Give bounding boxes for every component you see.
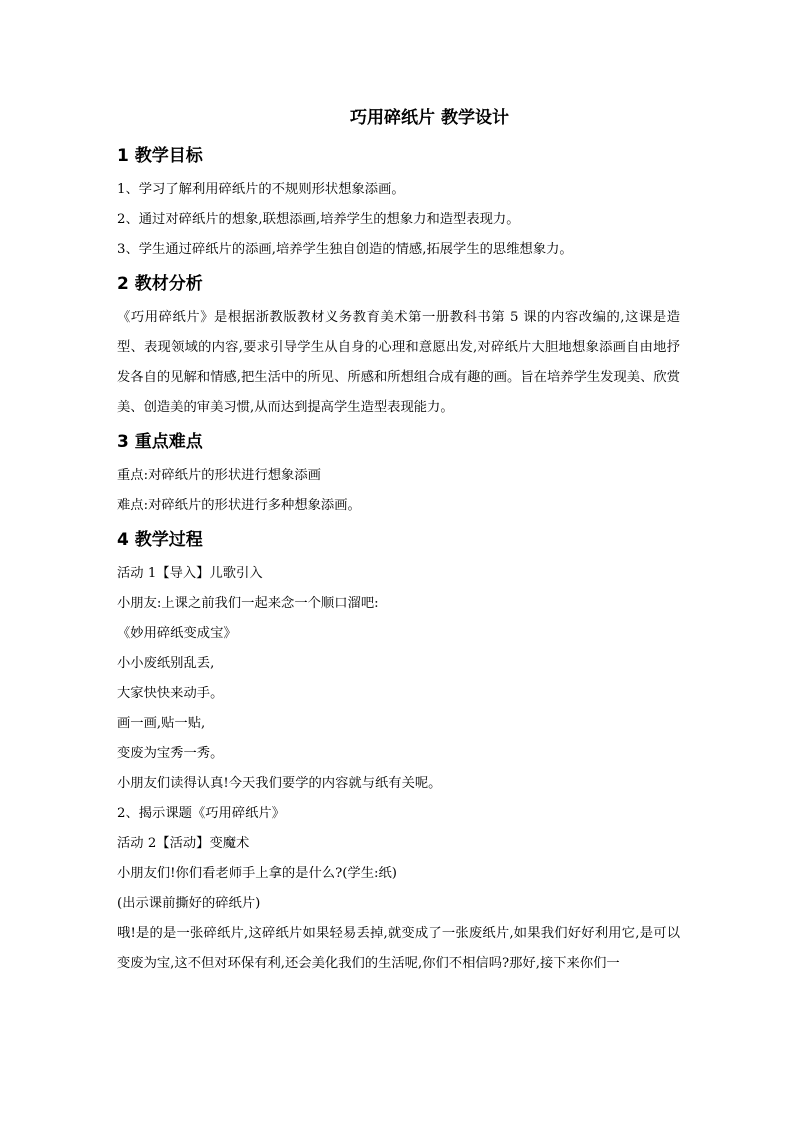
process-line: 小朋友们!你们看老师手上拿的是什么?(学生:纸) (117, 866, 397, 881)
process-line: 活动 2【活动】变魔术 (117, 836, 250, 851)
keypoint-item: 难点:对碎纸片的形状进行多种想象添画。 (117, 498, 361, 513)
process-line: 大家快快来动手。 (117, 686, 224, 701)
process-line: (出示课前撕好的碎纸片) (117, 896, 261, 911)
keypoint-item: 重点:对碎纸片的形状进行想象添画 (117, 468, 321, 483)
process-line: 《妙用碎纸变成宝》 (117, 626, 237, 641)
section-heading-keypoints: 3 重点难点 (117, 432, 203, 452)
section-heading-analysis: 2 教材分析 (117, 274, 203, 294)
document-title: 巧用碎纸片 教学设计 (350, 108, 509, 128)
process-closing-paragraph: 哦!是的是一张碎纸片,这碎纸片如果轻易丢掉,就变成了一张废纸片,如果我们好好利用它,是可以变废为宝,这不但对环保有利,还会美化我们的生活呢,你们不相信吗?那好,接下来你们一 (117, 926, 680, 971)
process-line: 画一画,贴一贴, (117, 716, 206, 731)
goal-item: 1、学习了解利用碎纸片的不规则形状想象添画。 (117, 182, 405, 197)
goal-item: 3、学生通过碎纸片的添画,培养学生独自创造的情感,拓展学生的思维想象力。 (117, 242, 573, 257)
process-line: 小朋友们读得认真!今天我们要学的内容就与纸有关呢。 (117, 776, 442, 791)
document-body (117, 104, 680, 979)
process-line: 变废为宝秀一秀。 (117, 746, 224, 761)
process-line: 小小废纸别乱丢, (117, 656, 215, 671)
section-heading-process: 4 教学过程 (117, 530, 203, 550)
analysis-paragraph: 《巧用碎纸片》是根据浙教版教材义务教育美术第一册教科书第 5 课的内容改编的,这课是造型、表现领域的内容,要求引导学生从自身的心理和意愿出发,对碎纸片大胆地想象添画自由地抒发各自的见解和情感,把生活中的所见、所感和所想组合成有趣的画。旨在培养学生发现美、欣赏美、创造美的审美习惯,从而达到提高学生造型表现能力。 (117, 310, 680, 415)
process-line: 活动 1【导入】儿歌引入 (117, 566, 263, 581)
process-line: 小朋友:上课之前我们一起来念一个顺口溜吧: (117, 596, 379, 611)
process-line: 2、揭示课题《巧用碎纸片》 (117, 806, 286, 821)
section-heading-goals: 1 教学目标 (117, 146, 203, 166)
goal-item: 2、通过对碎纸片的想象,联想添画,培养学生的想象力和造型表现力。 (117, 212, 520, 227)
